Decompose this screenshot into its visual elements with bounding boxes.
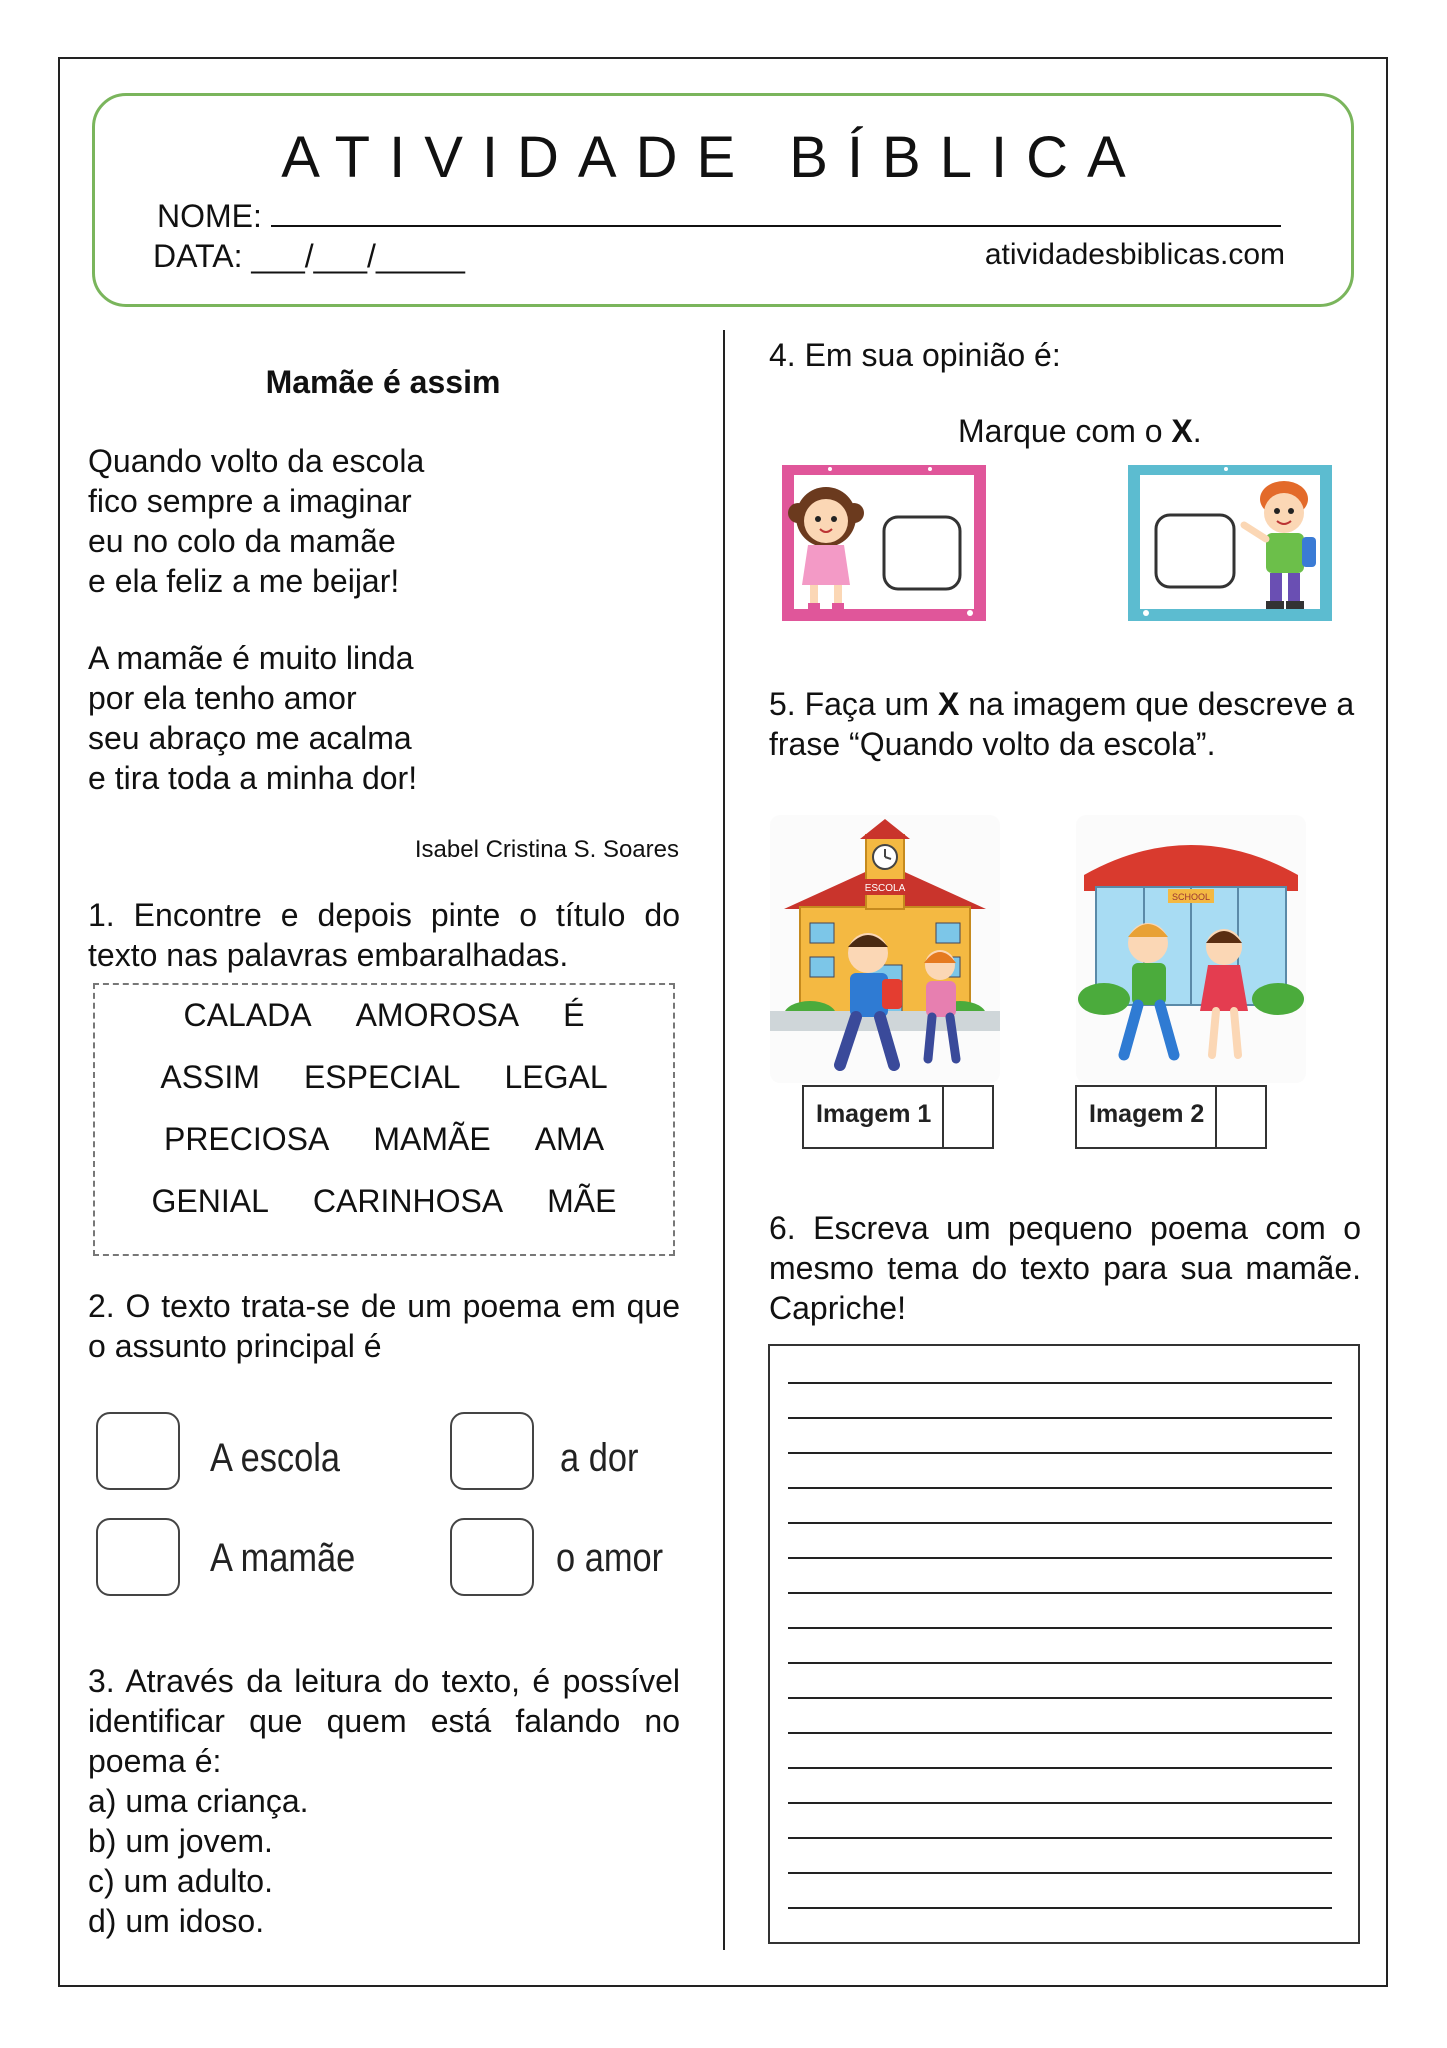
site-url: atividadesbiblicas.com (984, 238, 1285, 271)
answer-option[interactable]: d) um idoso. (88, 1903, 265, 1939)
name-field[interactable] (271, 201, 1281, 227)
word-item[interactable]: AMOROSA (355, 997, 520, 1033)
date-field[interactable]: ___/___/_____ (251, 238, 465, 274)
writing-line[interactable] (788, 1837, 1332, 1839)
poem-stanza-1 (88, 441, 424, 601)
school-image-1 (770, 815, 1000, 1083)
name-label: NOME: (157, 198, 262, 234)
page-title: ATIVIDADE BÍBLICA (281, 125, 1145, 190)
image-1-checkbox[interactable] (942, 1087, 992, 1147)
girl-frame-image (780, 463, 988, 623)
word-item[interactable]: MAMÃE (373, 1121, 491, 1157)
word-item[interactable]: AMA (534, 1121, 605, 1157)
question-4-instruction: Marque com o X. (958, 413, 1202, 449)
poem-author: Isabel Cristina S. Soares (414, 836, 679, 863)
word-item[interactable]: ESPECIAL (303, 1059, 461, 1095)
option-label: a dor (560, 1436, 639, 1480)
writing-line[interactable] (788, 1557, 1332, 1559)
poem-line: e tira toda a minha dor! (88, 760, 418, 796)
option-label: o amor (556, 1536, 664, 1580)
image-2-caption: Imagem 2 (1089, 1100, 1205, 1128)
name-row (157, 198, 1281, 235)
writing-line[interactable] (788, 1872, 1332, 1874)
word-item[interactable]: ASSIM (160, 1059, 260, 1095)
writing-line[interactable] (788, 1802, 1332, 1804)
school-sign-2: SCHOOL (1171, 892, 1211, 902)
option-label: A mamãe (210, 1536, 356, 1580)
writing-line[interactable] (788, 1767, 1332, 1769)
answer-option[interactable]: a) uma criança. (88, 1783, 309, 1819)
option-checkbox[interactable] (96, 1412, 180, 1490)
question-5-text: 5. Faça um X na imagem que descreve a frase “Quando volto da escola”. (769, 686, 1355, 762)
question-3-text: 3. Através da leitura do texto, é possível identificar que quem está falando no poema é: (88, 1663, 680, 1779)
word-row (95, 1059, 673, 1096)
girl-illustration (780, 463, 988, 623)
writing-line[interactable] (788, 1732, 1332, 1734)
answer-option[interactable]: b) um jovem. (88, 1823, 273, 1859)
poem-line: eu no colo da mamãe (88, 523, 396, 559)
poem-stanza-2 (88, 638, 417, 798)
writing-line[interactable] (788, 1452, 1332, 1454)
writing-line[interactable] (788, 1522, 1332, 1524)
answer-option[interactable]: c) um adulto. (88, 1863, 273, 1899)
date-row (153, 238, 465, 275)
question-1-text: 1. Encontre e depois pinte o título do texto nas palavras embaralhadas. (88, 897, 680, 973)
word-item[interactable]: CARINHOSA (312, 1183, 504, 1219)
word-item[interactable]: MÃE (547, 1183, 617, 1219)
poem-line: por ela tenho amor (88, 680, 357, 716)
writing-line[interactable] (788, 1627, 1332, 1629)
word-item[interactable]: GENIAL (151, 1183, 269, 1219)
option-checkbox[interactable] (96, 1518, 180, 1596)
writing-line[interactable] (788, 1662, 1332, 1664)
image-2-label (1075, 1085, 1267, 1149)
question-4-text: 4. Em sua opinião é: (769, 337, 1061, 373)
word-row (95, 997, 673, 1034)
question-6-text: 6. Escreva um pequeno poema com o mesmo tema do texto para sua mamãe. Capriche! (769, 1210, 1361, 1326)
writing-line[interactable] (788, 1907, 1332, 1909)
poem-line: Quando volto da escola (88, 443, 425, 479)
word-item[interactable]: CALADA (183, 997, 312, 1033)
word-search-box (93, 983, 675, 1256)
word-row (95, 1121, 673, 1158)
boy-illustration (1126, 463, 1334, 623)
writing-line[interactable] (788, 1382, 1332, 1384)
poem-line: A mamãe é muito linda (88, 640, 414, 676)
school-image-2 (1076, 815, 1306, 1083)
image-1-caption: Imagem 1 (816, 1100, 932, 1128)
poem-line: seu abraço me acalma (88, 720, 412, 756)
word-item[interactable]: PRECIOSA (163, 1121, 330, 1157)
writing-line[interactable] (788, 1487, 1332, 1489)
option-checkbox[interactable] (450, 1412, 534, 1490)
date-label: DATA: (153, 238, 243, 274)
image-1-label (802, 1085, 994, 1149)
writing-line[interactable] (788, 1697, 1332, 1699)
writing-line[interactable] (788, 1592, 1332, 1594)
word-item[interactable]: LEGAL (504, 1059, 608, 1095)
word-item[interactable]: É (563, 997, 585, 1033)
option-checkbox[interactable] (450, 1518, 534, 1596)
question-2-text: 2. O texto trata-se de um poema em que o assunto principal é (88, 1288, 680, 1364)
school-scene-1 (770, 815, 1000, 1083)
writing-line[interactable] (788, 1417, 1332, 1419)
image-2-checkbox[interactable] (1215, 1087, 1265, 1147)
school-sign-1: ESCOLA (864, 883, 906, 894)
writing-area[interactable] (768, 1344, 1360, 1944)
question-3-options (88, 1781, 309, 1941)
poem-line: e ela feliz a me beijar! (88, 563, 400, 599)
boy-frame-image (1126, 463, 1334, 623)
poem-line: fico sempre a imaginar (88, 483, 412, 519)
option-label: A escola (210, 1436, 341, 1480)
school-scene-2 (1076, 815, 1306, 1083)
poem-title: Mamãe é assim (265, 364, 501, 400)
word-row (95, 1183, 673, 1220)
column-divider (723, 330, 725, 1950)
header-box (92, 93, 1354, 307)
